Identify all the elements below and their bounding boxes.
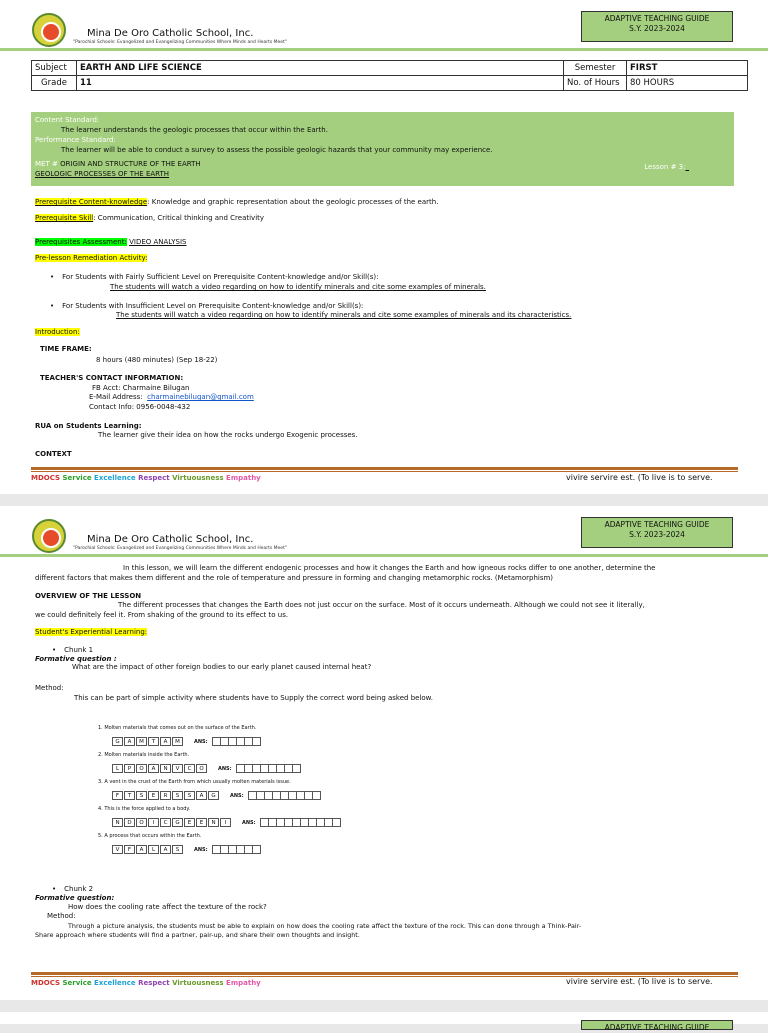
rua-label: RUA on Students Learning: (35, 422, 142, 430)
experiential-label: Student's Experiential Learning: (35, 628, 148, 636)
guide-title-box (581, 1020, 733, 1030)
formative-label-2: Formative question: (35, 894, 115, 902)
performance-standard: The learner will be able to conduct a survey to assess the possible geologic hazards that your community may experience. (61, 146, 493, 154)
letter-tile: A (136, 845, 147, 854)
met-line (35, 159, 730, 169)
letter-tile: O (136, 764, 147, 773)
grade-label: Grade (32, 76, 77, 91)
answer-blanks[interactable] (248, 791, 320, 800)
letter-tile: M (136, 737, 147, 746)
core-values (31, 474, 261, 482)
content-standard: The learner understands the geologic processes that occur within the Earth. (61, 126, 328, 134)
prereq-skill-label: Prerequisite Skill (35, 214, 94, 222)
fb-account: FB Acct: Charmaine Bilugan (92, 384, 190, 392)
context-label: CONTEXT (35, 450, 72, 458)
method-label-2: Method: (47, 912, 76, 920)
grade-value: 11 (77, 76, 564, 91)
context-paragraph-2: different factors that makes them different and the role of temperature and pressure in forming and changing metamorphic rocks. (Metamorphism) (35, 574, 554, 582)
introduction-label: Introduction: (35, 328, 80, 336)
letter-tile: A (196, 791, 207, 800)
formative-label-1: Formative question : (35, 655, 117, 663)
value-virtuousness: Virtuousness (172, 474, 224, 482)
value-respect: Respect (138, 474, 170, 482)
school-logo (32, 519, 66, 553)
letter-tile: E (196, 818, 207, 827)
method-2b: Share approach where students will find a partner, pair-up, and share their own thoughts and insight. (35, 931, 360, 939)
contact-label: TEACHER'S CONTACT INFORMATION: (40, 374, 184, 382)
method-label-1: Method: (35, 684, 64, 692)
answer-blanks[interactable] (212, 845, 260, 854)
school-name: Mina De Oro Catholic School, Inc. (87, 534, 254, 545)
letter-tile: T (124, 791, 135, 800)
chunk-1: • Chunk 1 (52, 646, 93, 654)
puzzle-question: 1. Molten materials that comes out on the surface of the Earth. (98, 725, 257, 731)
puzzle-question: 4. This is the force applied to a body. (98, 806, 191, 812)
info-row (32, 61, 748, 76)
page-3 (0, 1012, 768, 1032)
letter-tile: P (124, 764, 135, 773)
guide-title: ADAPTIVE TEACHING GUIDE (604, 1023, 710, 1032)
answer-blank[interactable] (252, 737, 261, 746)
prereq-knowledge (35, 198, 438, 206)
header-rule (0, 48, 768, 51)
time-frame: 8 hours (480 minutes) (Sep 18-22) (96, 356, 218, 364)
letter-tile: F (112, 791, 123, 800)
value-mdocs: MDOCS (31, 979, 61, 987)
letter-tile: M (172, 737, 183, 746)
context-paragraph-1: In this lesson, we will learn the different endogenic processes and how it changes the Earth and how igneous rocks differ to one another, determine the (123, 564, 656, 572)
answer-blank[interactable] (292, 764, 301, 773)
answer-label: ANS: (194, 847, 208, 853)
value-virtuousness: Virtuousness (172, 979, 224, 987)
answer-blank[interactable] (252, 845, 261, 854)
school-motto: "Parochial Schools: Evangelized and Evangelizing Communities Where Minds and Hearts Meet" (73, 40, 287, 45)
prereq-skill-text: : Communication, Critical thinking and Creativity (93, 214, 265, 222)
letter-tile: G (112, 737, 123, 746)
subject-value: EARTH AND LIFE SCIENCE (77, 61, 564, 76)
subject-label: Subject (32, 61, 77, 76)
footer-rule (31, 467, 738, 470)
met-subtitle: GEOLOGIC PROCESSES OF THE EARTH (35, 170, 170, 178)
letter-tile: A (124, 737, 135, 746)
letter-tile: I (220, 818, 231, 827)
overview-label: OVERVIEW OF THE LESSON (35, 592, 142, 600)
guide-title: ADAPTIVE TEACHING GUIDE (604, 14, 710, 23)
letter-tile: E (184, 818, 195, 827)
puzzle-question: 3. A vent in the crust of the Earth from which usually molten materials issue. (98, 779, 291, 785)
answer-blanks[interactable] (260, 818, 340, 827)
prereq-knowledge-label: Prerequisite Content-knowledge (35, 198, 148, 206)
value-service: Service (62, 474, 92, 482)
letter-tile: O (136, 818, 147, 827)
rua-text: The learner give their idea on how the rocks undergo Exogenic processes. (98, 431, 358, 439)
formative-question-1: What are the impact of other foreign bodies to our early planet caused internal heat? (72, 663, 372, 671)
formative-question-2: How does the cooling rate affect the texture of the rock? (68, 903, 267, 911)
overview-text-2: we could definitely feel it. From shaking of the ground to its effect to us. (35, 611, 289, 619)
footer-rule (31, 972, 738, 975)
letter-tile: S (136, 791, 147, 800)
remediation-bullet-2: • For Students with Insufficient Level on Prerequisite Content-knowledge and/or Skill(s): (50, 302, 363, 310)
letter-tile: G (172, 818, 183, 827)
guide-title: ADAPTIVE TEACHING GUIDE (604, 520, 710, 529)
remediation-bullet-2-detail: The students will watch a video regarding on how to identify minerals and cite some examples of minerals and its characteristics. (116, 311, 572, 319)
puzzle-question: 5. A process that occurs within the Earth. (98, 833, 202, 839)
scrambled-letters (112, 764, 208, 773)
letter-tile: R (160, 791, 171, 800)
letter-tile: G (208, 791, 219, 800)
standards-box (31, 112, 734, 186)
letter-tile: S (172, 845, 183, 854)
school-motto: "Parochial Schools: Evangelized and Evangelizing Communities Where Minds and Hearts Meet" (73, 546, 287, 551)
contact-number: Contact Info: 0956-0048-432 (89, 403, 191, 411)
value-service: Service (62, 979, 92, 987)
footer-tagline: vivire servire est. (To live is to serve. (566, 977, 713, 986)
letter-tile: C (184, 764, 195, 773)
guide-title-box (581, 517, 733, 548)
answer-blanks[interactable] (212, 737, 260, 746)
value-empathy: Empathy (226, 474, 261, 482)
answer-label: ANS: (194, 739, 208, 745)
school-year: S.Y. 2023-2024 (629, 530, 685, 539)
prereq-assessment-label: Prerequisites Assessment: (35, 238, 127, 246)
email-link[interactable]: charmainebilugan@gmail.com (147, 393, 254, 401)
header-rule (0, 554, 768, 557)
letter-tile: I (148, 818, 159, 827)
answer-label: ANS: (218, 766, 232, 772)
letter-tile: T (148, 737, 159, 746)
school-logo (32, 13, 66, 47)
letter-tile: N (208, 818, 219, 827)
scrambled-letters (112, 818, 232, 827)
time-frame-label: TIME FRAME: (40, 345, 92, 353)
email-label: E-Mail Address: (89, 393, 143, 401)
scrambled-letters (112, 845, 184, 854)
info-row (32, 76, 748, 91)
letter-tile: N (112, 818, 123, 827)
footer-rule-thin (31, 471, 738, 472)
answer-blank[interactable] (332, 818, 341, 827)
letter-tile: S (172, 791, 183, 800)
prereq-skill (35, 214, 264, 222)
remediation-bullet-1-detail: The students will watch a video regarding on how to identify minerals and cite some examples of minerals. (110, 283, 486, 291)
prereq-assessment (35, 238, 187, 246)
letter-tile: N (160, 764, 171, 773)
met-label: MET # (35, 160, 58, 168)
guide-title-box (581, 11, 733, 42)
letter-tile: S (184, 791, 195, 800)
school-year: S.Y. 2023-2024 (629, 24, 685, 33)
letter-tile: L (112, 764, 123, 773)
chunk-2: • Chunk 2 (52, 885, 93, 893)
puzzle-question: 2. Molten materials inside the Earth. (98, 752, 190, 758)
semester-label: Semester (564, 61, 627, 76)
hours-value: 80 HOURS (627, 76, 748, 91)
school-name: Mina De Oro Catholic School, Inc. (87, 28, 254, 39)
hours-label: No. of Hours (564, 76, 627, 91)
performance-standard-label: Performance Standard: (35, 136, 116, 144)
answer-blanks[interactable] (236, 764, 300, 773)
letter-tile: F (124, 845, 135, 854)
met-title: ORIGIN AND STRUCTURE OF THE EARTH (60, 160, 201, 168)
value-mdocs: MDOCS (31, 474, 61, 482)
answer-blank[interactable] (312, 791, 321, 800)
value-empathy: Empathy (226, 979, 261, 987)
letter-tile: L (148, 845, 159, 854)
letter-tile: E (148, 791, 159, 800)
value-respect: Respect (138, 979, 170, 987)
letter-tile: C (160, 818, 171, 827)
letter-tile: A (160, 845, 171, 854)
prereq-assessment-text: VIDEO ANALYSIS (129, 238, 187, 246)
prereq-knowledge-text: : Knowledge and graphic representation about the geologic processes of the earth. (147, 198, 439, 206)
core-values (31, 979, 261, 987)
letter-tile: V (172, 764, 183, 773)
content-standard-label: Content Standard: (35, 116, 100, 124)
letter-tile: D (124, 818, 135, 827)
method-2a: Through a picture analysis, the students must be able to explain on how does the cooling rate affect the texture of the rock. This can done through a Think-Pair- (68, 922, 582, 930)
answer-label: ANS: (242, 820, 256, 826)
letter-tile: O (196, 764, 207, 773)
letter-tile: A (160, 737, 171, 746)
answer-label: ANS: (230, 793, 244, 799)
letter-tile: V (112, 845, 123, 854)
remediation-bullet-1: • For Students with Fairly Sufficient Level on Prerequisite Content-knowledge and/or Skill(s): (50, 273, 379, 281)
page-1 (0, 0, 768, 494)
method-1: This can be part of simple activity where students have to Supply the correct word being asked below. (74, 694, 433, 702)
letter-tile: A (148, 764, 159, 773)
lesson-number: Lesson # 3:_ (644, 163, 689, 171)
scrambled-letters (112, 791, 220, 800)
overview-text-1: The different processes that changes the Earth does not just occur on the surface. Most of it occurs underneath. Although we could not see it literally, (118, 601, 645, 609)
footer-tagline: vivire servire est. (To live is to serve. (566, 473, 713, 482)
value-excellence: Excellence (94, 474, 136, 482)
semester-value: FIRST (627, 61, 748, 76)
value-excellence: Excellence (94, 979, 136, 987)
scrambled-letters (112, 737, 184, 746)
info-table (31, 60, 748, 91)
remediation-label: Pre-lesson Remediation Activity: (35, 254, 148, 262)
email-line (89, 393, 254, 401)
page-2 (0, 506, 768, 1000)
